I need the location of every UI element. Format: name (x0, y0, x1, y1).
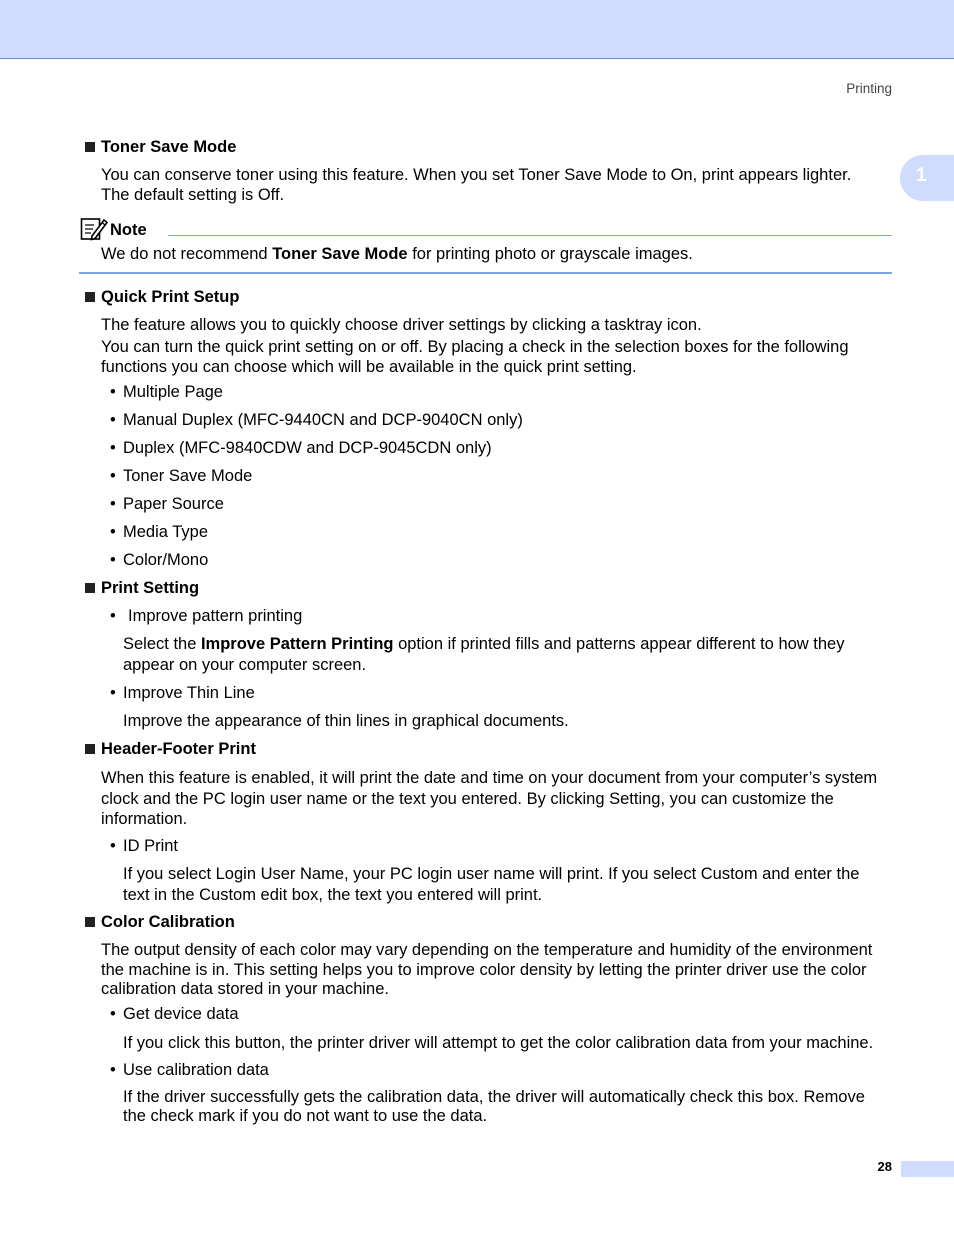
list-item: • ID Print (110, 837, 179, 855)
page-number: 28 (877, 1159, 892, 1174)
list-item: • Duplex (MFC-9840CDW and DCP-9045CDN only) (110, 439, 492, 457)
quick-print-intro: The feature allows you to quickly choose driver settings by clicking a tasktray icon. (101, 316, 702, 334)
square-bullet-icon (85, 292, 95, 302)
color-calibration-body: The output density of each color may vary depending on the temperature and humidity of the environment the machine is in. This setting helps you to improve color density by letting the printer driver use the color calibration data stored in your machine. (101, 941, 873, 998)
square-bullet-icon (85, 917, 95, 927)
list-item: • Improve pattern printing (110, 607, 303, 625)
list-item: • Improve Thin Line (110, 684, 255, 702)
note-pencil-icon (80, 216, 108, 242)
list-item: • Toner Save Mode (110, 467, 253, 485)
note-rule-bottom (79, 272, 892, 274)
section-heading-print-setting: Print Setting (85, 579, 199, 598)
list-item: • Color/Mono (110, 551, 209, 569)
square-bullet-icon (85, 583, 95, 593)
list-item: • Multiple Page (110, 383, 223, 401)
list-item: • Use calibration data (110, 1061, 269, 1079)
note-label: Note (110, 221, 147, 239)
list-item: • Media Type (110, 523, 208, 541)
improve-pattern-desc: Select the Improve Pattern Printing option if printed fills and patterns appear different to how they appear on your computer screen. (123, 635, 845, 674)
get-device-data-desc: If you click this button, the printer driver will attempt to get the color calibration data from your machine. (123, 1034, 874, 1052)
chapter-number: 1 (916, 165, 927, 186)
footer-tab (901, 1161, 954, 1177)
section-heading-quick-print: Quick Print Setup (85, 288, 239, 307)
section-heading-header-footer: Header-Footer Print (85, 740, 256, 759)
id-print-desc: If you select Login User Name, your PC login user name will print. If you select Custom and enter the text in the Custom edit box, the text you entered will print. (123, 865, 860, 904)
running-head: Printing (846, 81, 892, 96)
list-item: • Get device data (110, 1005, 239, 1023)
note-text: We do not recommend Toner Save Mode for printing photo or grayscale images. (101, 245, 693, 263)
section-heading-toner-save: Toner Save Mode (85, 138, 236, 157)
header-band (0, 0, 954, 59)
section-heading-color-calibration: Color Calibration (85, 913, 235, 932)
improve-thin-line-desc: Improve the appearance of thin lines in graphical documents. (123, 712, 569, 730)
note-rule-top (168, 235, 892, 236)
use-calibration-data-desc: If the driver successfully gets the calibration data, the driver will automatically check this box. Remove the check mark if you do not want to use the data. (123, 1088, 865, 1125)
header-footer-body: When this feature is enabled, it will print the date and time on your document from your computer’s system clock and the PC login user name or the text you entered. By clicking Setting, you can customize the information. (101, 769, 878, 828)
chapter-tab (900, 155, 954, 201)
list-item: • Paper Source (110, 495, 224, 513)
square-bullet-icon (85, 142, 95, 152)
square-bullet-icon (85, 744, 95, 754)
list-item: • Manual Duplex (MFC-9440CN and DCP-9040CN only) (110, 411, 523, 429)
quick-print-body: You can turn the quick print setting on or off. By placing a check in the selection boxes for the following functions you can choose which will be available in the quick print setting. (101, 338, 849, 376)
toner-save-body: You can conserve toner using this feature. When you set Toner Save Mode to On, print appears lighter. The default setting is Off. (101, 166, 852, 204)
